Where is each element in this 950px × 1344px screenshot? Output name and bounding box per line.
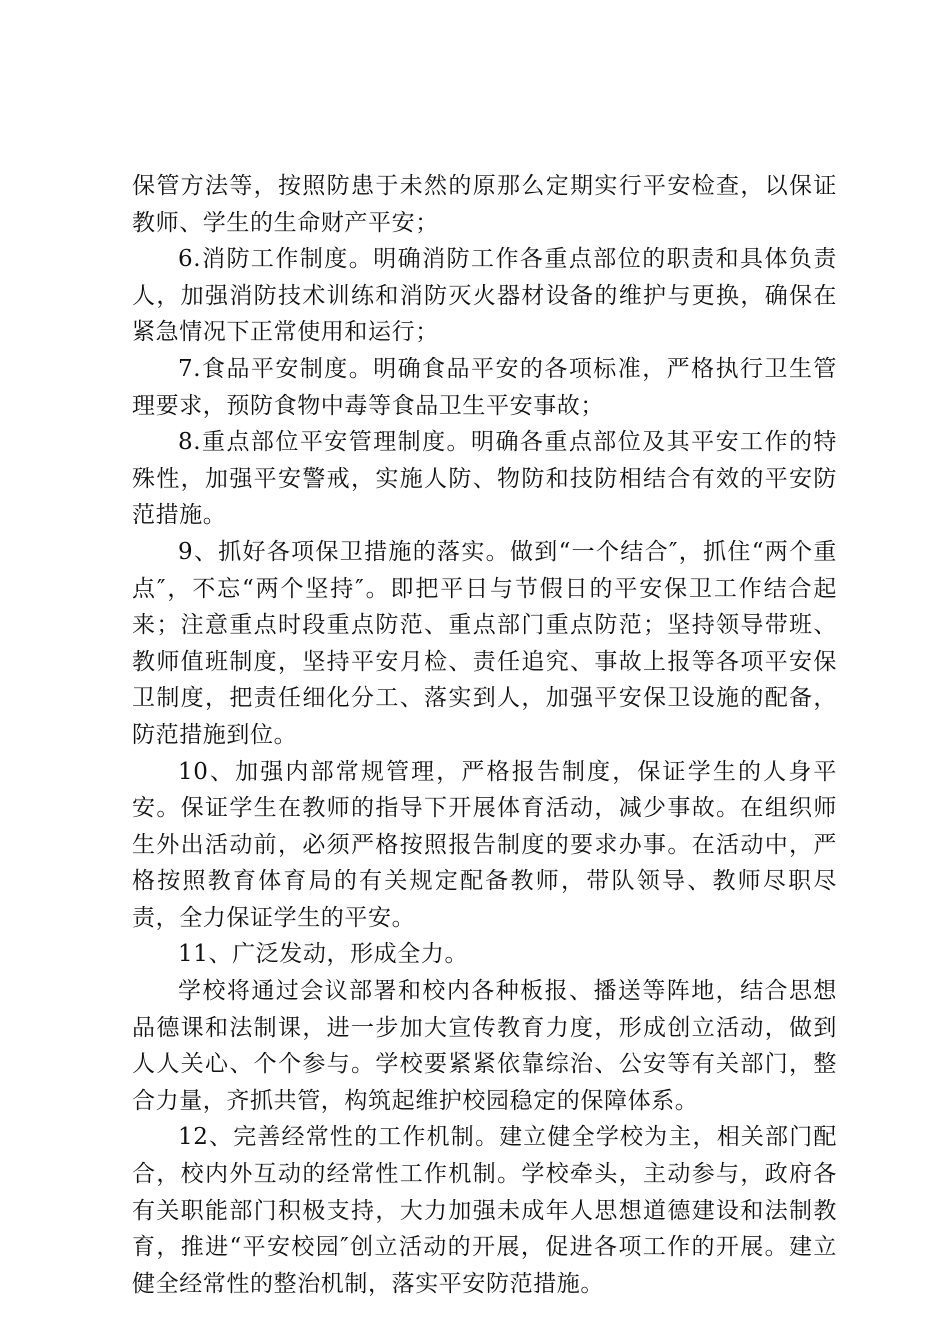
- paragraph-internal-management: 10、加强内部常规管理，严格报告制度，保证学生的人身平安。保证学生在教师的指导下开展体育活动，减少事故。在组织师生外出活动前，必须严格按照报告制度的要求办事。在活动中，严格按照教育体育局的有关规定配备教师，带队领导、教师尽职尽责，全力保证学生的平安。: [132, 758, 837, 931]
- paragraph-work-mechanism: 12、完善经常性的工作机制。建立健全学校为主，相关部门配合，校内外互动的经常性工作机制。学校牵头，主动参与，政府各有关职能部门积极支持，大力加强未成年人思想道德建设和法制教育，推进“平安校园″创立活动的开展，促进各项工作的开展。建立健全经常性的整治机制，落实平安防范措施。: [132, 1124, 837, 1297]
- paragraph-food-safety: 7.食品平安制度。明确食品平安的各项标准，严格执行卫生管理要求，预防食物中毒等食品卫生平安事故；: [132, 355, 837, 419]
- paragraph-fire-safety: 6.消防工作制度。明确消防工作各重点部位的职责和具体负责人，加强消防技术训练和消防灭火器材设备的维护与更换，确保在紧急情况下正常使用和运行；: [132, 246, 837, 346]
- paragraph-key-sites: 8.重点部位平安管理制度。明确各重点部位及其平安工作的特殊性，加强平安警戒，实施人防、物防和技防相结合有效的平安防范措施。: [132, 429, 837, 529]
- paragraph-publicity: 学校将通过会议部署和校内各种板报、播送等阵地，结合思想品德课和法制课，进一步加大宣传教育力度，形成创立活动，做到人人关心、个个参与。学校要紧紧依靠综治、公安等有关部门，整合力量，齐抓共管，构筑起维护校园稳定的保障体系。: [132, 978, 837, 1114]
- document-body: [132, 168, 837, 1302]
- paragraph-continuation: 保管方法等，按照防患于未然的原那么定期实行平安检查，以保证教师、学生的生命财产平安；: [132, 173, 837, 236]
- paragraph-security-measures: 9、抓好各项保卫措施的落实。做到“一个结合″，抓住“两个重点″，不忘“两个坚持″。即把平日与节假日的平安保卫工作结合起来；注意重点时段重点防范、重点部门重点防范；坚持领导带班、教师值班制度，坚持平安月检、责任追究、事故上报等各项平安保卫制度，把责任细化分工、落实到人，加强平安保卫设施的配备，防范措施到位。: [132, 538, 837, 748]
- paragraph-mobilization: 11、广泛发动，形成全力。: [178, 941, 469, 968]
